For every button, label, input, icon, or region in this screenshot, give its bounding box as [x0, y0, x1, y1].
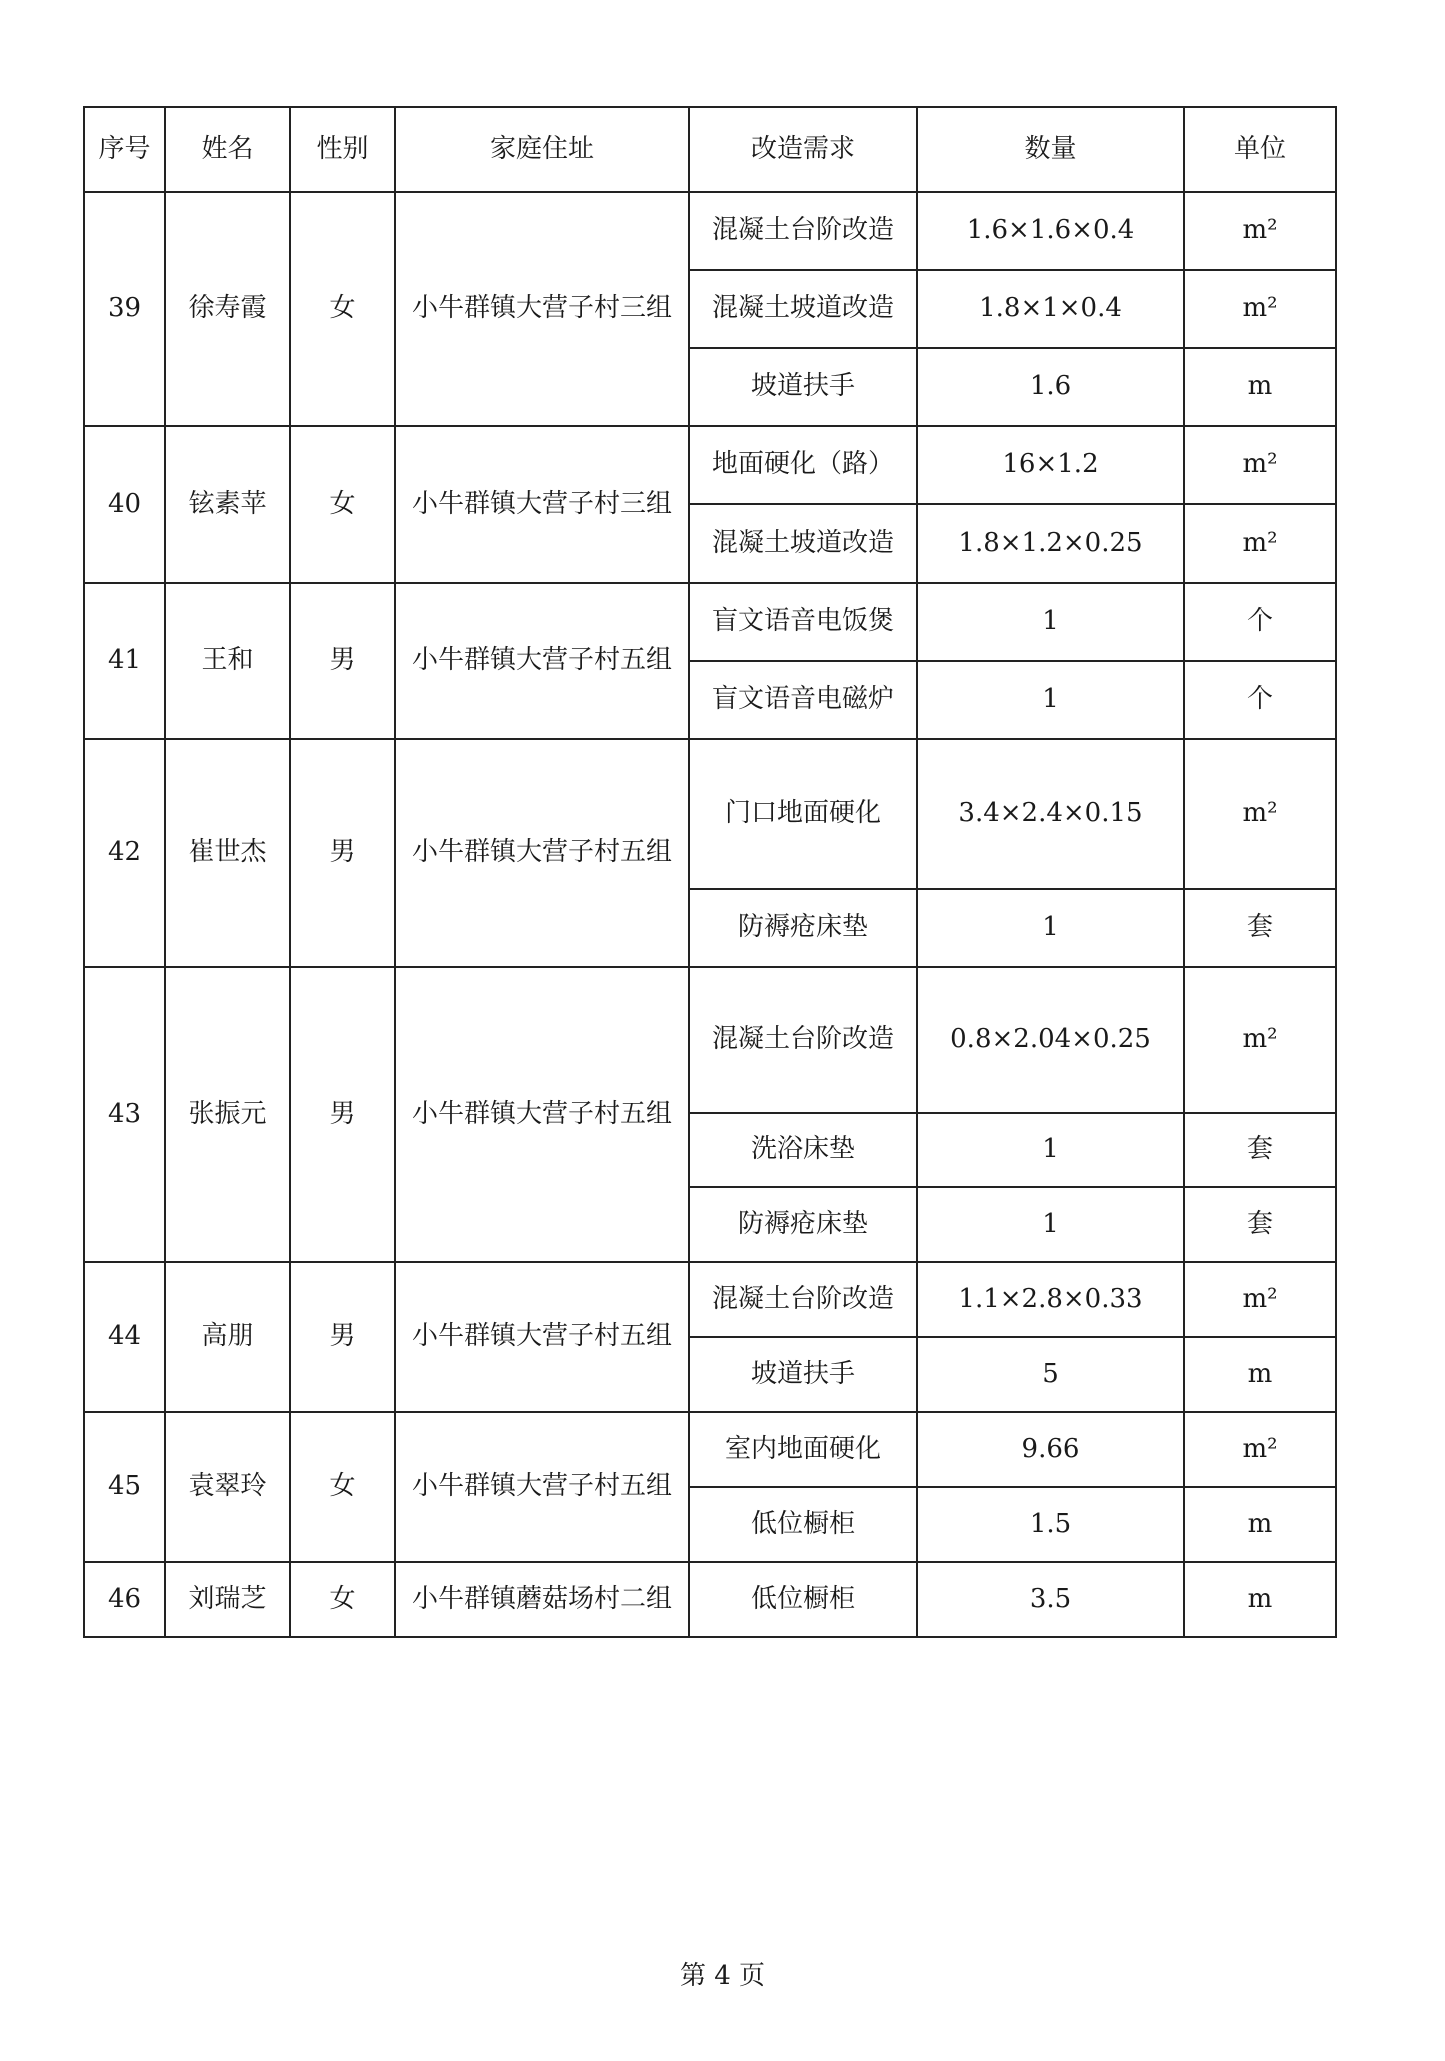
cell-gender: 男 [290, 739, 395, 967]
cell-name: 袁翠玲 [165, 1412, 290, 1562]
cell-no: 42 [84, 739, 165, 967]
cell-unit: m [1184, 1337, 1336, 1412]
cell-address: 小牛群镇大营子村三组 [395, 426, 689, 583]
cell-gender: 男 [290, 967, 395, 1262]
table-row [84, 192, 1336, 270]
cell-unit: 套 [1184, 1187, 1336, 1262]
cell-qty: 1.8×1×0.4 [917, 270, 1184, 348]
cell-gender: 女 [290, 426, 395, 583]
cell-no: 39 [84, 192, 165, 426]
cell-unit: m [1184, 1487, 1336, 1562]
cell-address: 小牛群镇大营子村五组 [395, 739, 689, 967]
table-row [84, 739, 1336, 889]
cell-qty: 9.66 [917, 1412, 1184, 1487]
cell-need: 室内地面硬化 [689, 1412, 917, 1487]
cell-unit: m [1184, 1562, 1336, 1637]
cell-qty: 16×1.2 [917, 426, 1184, 504]
table-row [84, 426, 1336, 504]
cell-gender: 女 [290, 1412, 395, 1562]
cell-unit: m² [1184, 270, 1336, 348]
table-row [84, 1562, 1336, 1637]
cell-unit: 个 [1184, 661, 1336, 739]
cell-unit: m² [1184, 967, 1336, 1113]
cell-unit: 套 [1184, 889, 1336, 967]
cell-need: 盲文语音电饭煲 [689, 583, 917, 661]
cell-qty: 1.1×2.8×0.33 [917, 1262, 1184, 1337]
cell-no: 46 [84, 1562, 165, 1637]
cell-no: 44 [84, 1262, 165, 1412]
cell-need: 门口地面硬化 [689, 739, 917, 889]
cell-no: 40 [84, 426, 165, 583]
cell-need: 盲文语音电磁炉 [689, 661, 917, 739]
cell-name: 刘瑞芝 [165, 1562, 290, 1637]
cell-unit: m² [1184, 1412, 1336, 1487]
cell-name: 徐寿霞 [165, 192, 290, 426]
cell-unit: m [1184, 348, 1336, 426]
header-unit: 单位 [1184, 107, 1336, 192]
cell-gender: 男 [290, 583, 395, 739]
table-row [84, 967, 1336, 1113]
cell-qty: 1 [917, 889, 1184, 967]
cell-unit: m² [1184, 504, 1336, 583]
cell-need: 坡道扶手 [689, 348, 917, 426]
cell-unit: 个 [1184, 583, 1336, 661]
table-row [84, 1262, 1336, 1337]
cell-need: 防褥疮床垫 [689, 1187, 917, 1262]
cell-qty: 1.5 [917, 1487, 1184, 1562]
cell-need: 混凝土台阶改造 [689, 1262, 917, 1337]
cell-unit: m² [1184, 1262, 1336, 1337]
cell-qty: 1.6×1.6×0.4 [917, 192, 1184, 270]
cell-address: 小牛群镇大营子村五组 [395, 1412, 689, 1562]
header-need: 改造需求 [689, 107, 917, 192]
cell-qty: 1 [917, 1187, 1184, 1262]
table-header-row [84, 107, 1336, 192]
cell-qty: 3.4×2.4×0.15 [917, 739, 1184, 889]
cell-gender: 女 [290, 192, 395, 426]
cell-no: 45 [84, 1412, 165, 1562]
cell-need: 低位橱柜 [689, 1562, 917, 1637]
renovation-table [83, 106, 1337, 1638]
cell-gender: 男 [290, 1262, 395, 1412]
cell-need: 洗浴床垫 [689, 1113, 917, 1187]
cell-name: 铉素苹 [165, 426, 290, 583]
cell-qty: 1 [917, 1113, 1184, 1187]
cell-name: 高朋 [165, 1262, 290, 1412]
header-address: 家庭住址 [395, 107, 689, 192]
cell-need: 混凝土坡道改造 [689, 504, 917, 583]
cell-name: 崔世杰 [165, 739, 290, 967]
cell-unit: 套 [1184, 1113, 1336, 1187]
header-no: 序号 [84, 107, 165, 192]
cell-qty: 1.6 [917, 348, 1184, 426]
cell-name: 张振元 [165, 967, 290, 1262]
cell-need: 地面硬化（路） [689, 426, 917, 504]
cell-no: 43 [84, 967, 165, 1262]
cell-qty: 1 [917, 661, 1184, 739]
cell-need: 混凝土坡道改造 [689, 270, 917, 348]
cell-unit: m² [1184, 192, 1336, 270]
table-row [84, 583, 1336, 661]
cell-qty: 1 [917, 583, 1184, 661]
header-qty: 数量 [917, 107, 1184, 192]
cell-need: 防褥疮床垫 [689, 889, 917, 967]
page-number: 第 4 页 [679, 1961, 766, 1991]
cell-qty: 5 [917, 1337, 1184, 1412]
cell-address: 小牛群镇大营子村五组 [395, 583, 689, 739]
cell-unit: m² [1184, 426, 1336, 504]
header-name: 姓名 [165, 107, 290, 192]
cell-qty: 3.5 [917, 1562, 1184, 1637]
cell-gender: 女 [290, 1562, 395, 1637]
cell-address: 小牛群镇大营子村五组 [395, 967, 689, 1262]
cell-address: 小牛群镇大营子村三组 [395, 192, 689, 426]
cell-address: 小牛群镇大营子村五组 [395, 1262, 689, 1412]
cell-need: 坡道扶手 [689, 1337, 917, 1412]
header-gender: 性别 [290, 107, 395, 192]
table-row [84, 1412, 1336, 1487]
table-body [84, 192, 1336, 1637]
cell-need: 混凝土台阶改造 [689, 967, 917, 1113]
cell-address: 小牛群镇蘑菇场村二组 [395, 1562, 689, 1637]
cell-need: 混凝土台阶改造 [689, 192, 917, 270]
cell-qty: 1.8×1.2×0.25 [917, 504, 1184, 583]
cell-qty: 0.8×2.04×0.25 [917, 967, 1184, 1113]
cell-need: 低位橱柜 [689, 1487, 917, 1562]
cell-unit: m² [1184, 739, 1336, 889]
cell-no: 41 [84, 583, 165, 739]
cell-name: 王和 [165, 583, 290, 739]
